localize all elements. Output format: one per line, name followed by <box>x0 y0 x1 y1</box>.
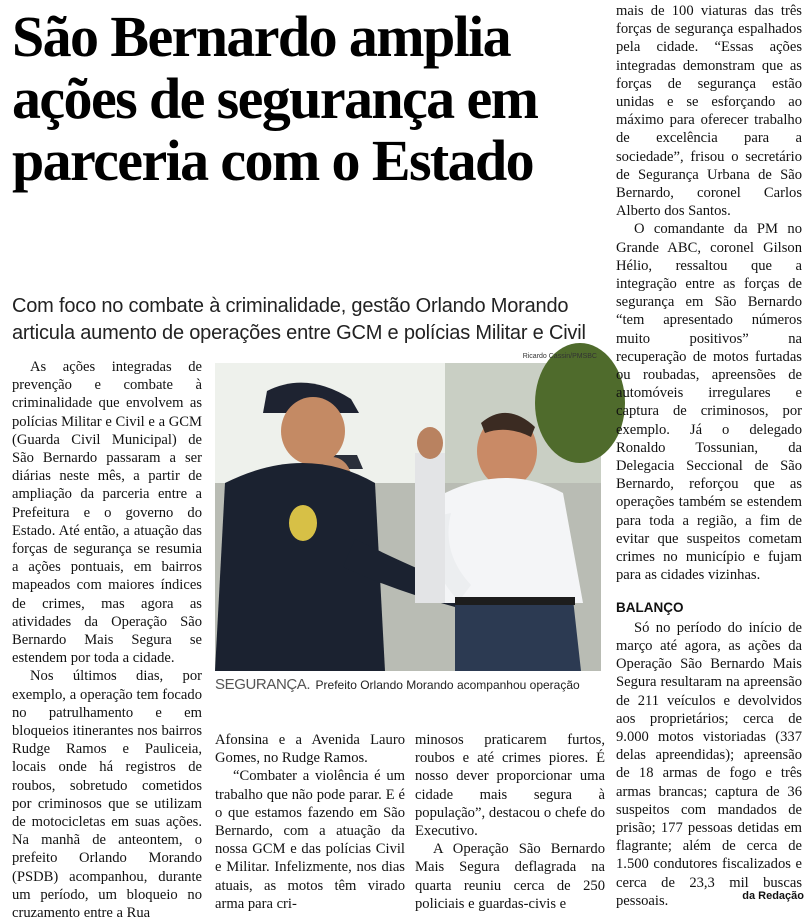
photo-caption <box>215 676 607 693</box>
paragraph: A Operação São Bernardo Mais Segura deflagrada na quarta reuniu cerca de 250 policiais e guardas-civis e <box>415 841 605 912</box>
byline: da Redação <box>742 890 804 902</box>
headline: São Bernardo amplia ações de segurança em parceria com o Estado <box>12 4 538 193</box>
photo-credit: Ricardo Cassin/PMSBC <box>522 353 597 360</box>
subheadline: Com foco no combate à criminalidade, gestão Orlando Morando articula aumento de operações entre GCM e polícias Militar e Civil <box>12 295 586 344</box>
caption-text: Prefeito Orlando Morando acompanhou operação <box>315 678 580 692</box>
article-column-left <box>12 358 202 922</box>
paragraph: “Combater a violência é um trabalho que não pode parar. E é o que estamos fazendo em São Bernardo, com a atuação da nossa GCM e das polícias Civil e Militar. Infelizmente, nos dias atuais, as motos têm virado arma para cri- <box>215 768 405 912</box>
paragraph: mais de 100 viaturas das três forças de segurança espalhados pela cidade. “Essas ações integradas demonstram que as forças de segurança estão unidas e se esforçando ao máximo para oferecer trabalho de excelência para a sociedade”, frisou o secretário de Segurança Urbana de São Bernardo, coronel Carlos Alberto dos Santos. <box>616 3 802 220</box>
paragraph: minosos praticarem furtos, roubos e até crimes piores. É nosso dever proporcionar uma cidade mais segura à população”, destacou o chefe do Executivo. <box>415 732 605 840</box>
paragraph: Afonsina e a Avenida Lauro Gomes, no Rudge Ramos. <box>215 732 405 767</box>
paragraph: As ações integradas de prevenção e combate à criminalidade que envolvem as polícias Militar e Civil e a GCM (Guarda Civil Municipal) de São Bernardo passaram a ser diárias neste mês, a partir de ampliação da parceria entre a Prefeitura e o governo do Estado. Até então, a atuação das forças de segurança se resumia a ações pontuais, em bairros mapeados com maiores índices de crimes, mas agora as atividades da Operação São Bernardo Mais Segura se estendem por toda a cidade. <box>12 359 202 667</box>
section-title-balanco: BALANÇO <box>616 599 684 615</box>
photo-illustration <box>215 363 601 671</box>
article-column-right <box>616 2 802 910</box>
paragraph: Nos últimos dias, por exemplo, a operação tem focado no patrulhamento e em bloqueios itinerantes nos bairros Rudge Ramos e Pauliceia, locais onde há registros de roubos, sobretudo cometidos por criminosos que se utilizam de motocicletas em suas ações. Na manhã de anteontem, o prefeito Orlando Morando (PSDB) acompanhou, durante um período, um bloqueio no cruzamento entre a Rua <box>12 668 202 922</box>
paragraph: O comandante da PM no Grande ABC, coronel Gilson Hélio, ressaltou que a integração entre as forças de segurança em São Bernardo “tem apresentado números muito positivos” na recuperação de motos furtadas ou roubadas, apreensões de automóveis irregulares e captura de criminosos, por exemplo. Já o delegado Ronaldo Tossunian, da Delegacia Seccional de São Bernardo, reforçou que as operações também se estendem para toda a região, a fim de evitar que suspeitos cometam crimes no município e fujam para as cidades vizinhas. <box>616 221 802 584</box>
article-column-middle-2 <box>415 731 605 913</box>
article-column-middle-1 <box>215 731 405 913</box>
article-photo <box>215 353 601 671</box>
caption-label: SEGURANÇA. <box>215 676 311 693</box>
paragraph: Só no período do início de março até agora, as ações da Operação São Bernardo Mais Segura resultaram na apreensão de 211 veículos e devolvidos aos proprietários; cerca de 9.000 motos vistoriadas (337 delas apreendidas); apreensão de 18 armas de fogo e três armas brancas; captura de 36 suspeitos com mandados de prisão; 177 pessoas detidas em flagrante; além de cerca de 1.500 condutores fiscalizados e cerca de 23,3 mil buscas pessoais. <box>616 619 802 909</box>
